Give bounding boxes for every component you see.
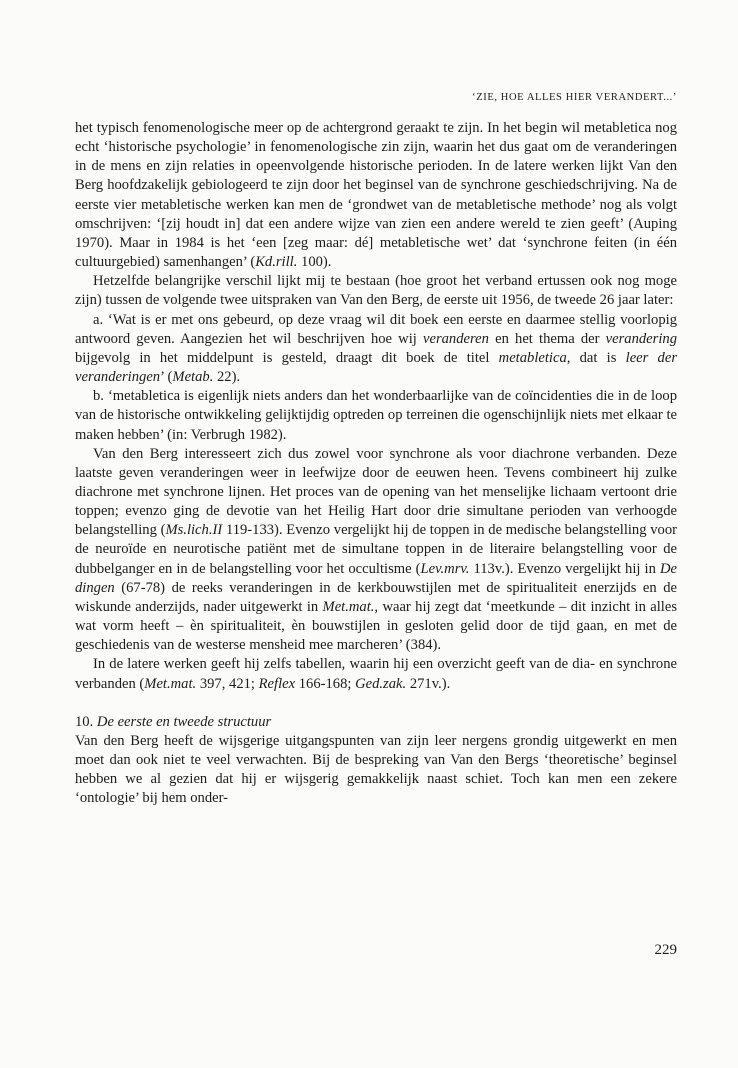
body-text xyxy=(75,119,677,808)
italic-citation: Metab. xyxy=(172,369,214,386)
italic-citation: veranderen xyxy=(423,330,489,347)
paragraph-2: Hetzelfde belangrijke verschil lijkt mij te bestaan (hoe groot het verband ertussen ook nog moge zijn) tussen de volgende twee uitspraken van Van den Berg, de eerste uit 1956, de tweede 26 jaar later: xyxy=(75,273,677,309)
italic-citation: Ged.zak. xyxy=(355,675,407,692)
section-heading xyxy=(75,713,677,732)
section-number: 10. xyxy=(75,713,94,730)
italic-citation: metabletica xyxy=(498,349,567,366)
paragraph-1: het typisch fenomenologische meer op de achtergrond geraakt te zijn. In het begin wil metabletica nog echt ‘historische psychologie’ in fenomenologische zin zijn, waarin het dus gaat om de veranderingen in de mens en zijn relaties in opeenvolgende historische perioden. In de latere werken lijkt Van den Berg hoofdzakelijk gebiologeerd te zijn door het beginsel van de synchrone geschiedschrijving. Na de eerste vier metabletische werken kan men de ‘grondwet van de metabletische methode’ nog als volgt omschrijven: ‘[zij houdt in] dat een andere wijze van zien een andere wereld te zien geeft’ (Auping 1970). Maar in 1984 is het ‘een [zeg maar: dé] metabletische wet’ dat ‘synchrone feiten (in één cultuurgebied) samenhangen’ (Kd.rill. 100). xyxy=(75,120,677,271)
italic-citation: Kd.rill. xyxy=(255,254,298,271)
italic-citation: Met.mat. xyxy=(144,675,197,692)
italic-citation: Reflex xyxy=(258,675,296,692)
italic-citation: Ms.lich.II xyxy=(165,522,223,539)
italic-citation: Lev.mrv. xyxy=(420,560,470,577)
page-number: 229 xyxy=(654,942,677,958)
paragraph-5: Van den Berg interesseert zich dus zowel voor synchrone als voor diachrone verbanden. Deze laatste geven veranderingen weer in leefwijze door de eeuwen heen. Tevens combineert hij zulke diachrone met synchrone lijnen. Het proces van de opening van het menselijke lichaam vertoont drie toppen; evenzo ging de devotie van het Heilig Hart door drie simultane perioden van verhoogde belangstelling (Ms.lich.II 119-133). Evenzo vergelijkt hij de toppen in de medische belangstelling voor de neuroïde en neurotische patiënt met de simultane toppen in de literaire belangstelling voor de dubbelganger en in de belangstelling voor het occultisme (Lev.mrv. 113v.). Evenzo vergelijkt hij in De dingen (67-78) de reeks veranderingen in de kerkbouwstijlen met de spiritualiteit enerzijds en de wiskunde anderzijds, nader uitgewerkt in Met.mat., waar hij zegt dat ‘meetkunde – dit inzicht in alles wat vorm heeft – èn spiritualiteit, èn bouwstijlen in gesloten gelid door de tijd gaan, en met de geschiedenis van de westerse mensheid mee marcheren’ (384). xyxy=(75,445,677,654)
italic-citation: verandering xyxy=(605,330,677,347)
italic-citation: leer der veranderingen xyxy=(75,349,678,386)
running-head: ‘ZIE, HOE ALLES HIER VERANDERT...’ xyxy=(472,92,677,103)
italic-citation: De dingen xyxy=(75,560,677,596)
section-paragraph: Van den Berg heeft de wijsgerige uitgangspunten van zijn leer nergens grondig uitgewerkt en men moet dan ook niet te veel verwachten. Bij de bespreking van Van den Bergs ‘theoretische’ beginsel hebben we al gezien dat hij er wijsgerig gemakkelijk naast schiet. Toch kan men een zekere ‘ontologie’ bij hem onder- xyxy=(75,732,677,807)
paragraph-4: b. ‘metabletica is eigenlijk niets anders dan het wonderbaarlijke van de coïncidenties die in de loop van de historische ontwikkeling gelijktijdig optreden op terreinen die ogenschijnlijk niets met elkaar te maken hebben’ (in: Verbrugh 1982). xyxy=(75,388,677,443)
italic-citation: Met.mat., xyxy=(322,598,379,615)
section-title: De eerste en tweede structuur xyxy=(96,713,272,730)
paragraph-3: a. ‘Wat is er met ons gebeurd, op deze vraag wil dit boek een eerste en daarmee stellig voorlopig antwoord geven. Aangezien het wil beschrijven hoe wij veranderen en het thema der verandering bijgevolg in het middelpunt is gesteld, draagt dit boek de titel metabletica, dat is leer der veranderingen’ (Metab. 22). xyxy=(75,311,678,386)
paragraph-6: In de latere werken geeft hij zelfs tabellen, waarin hij een overzicht geeft van de dia- en synchrone verbanden (Met.mat. 397, 421; Reflex 166-168; Ged.zak. 271v.). xyxy=(75,656,677,692)
